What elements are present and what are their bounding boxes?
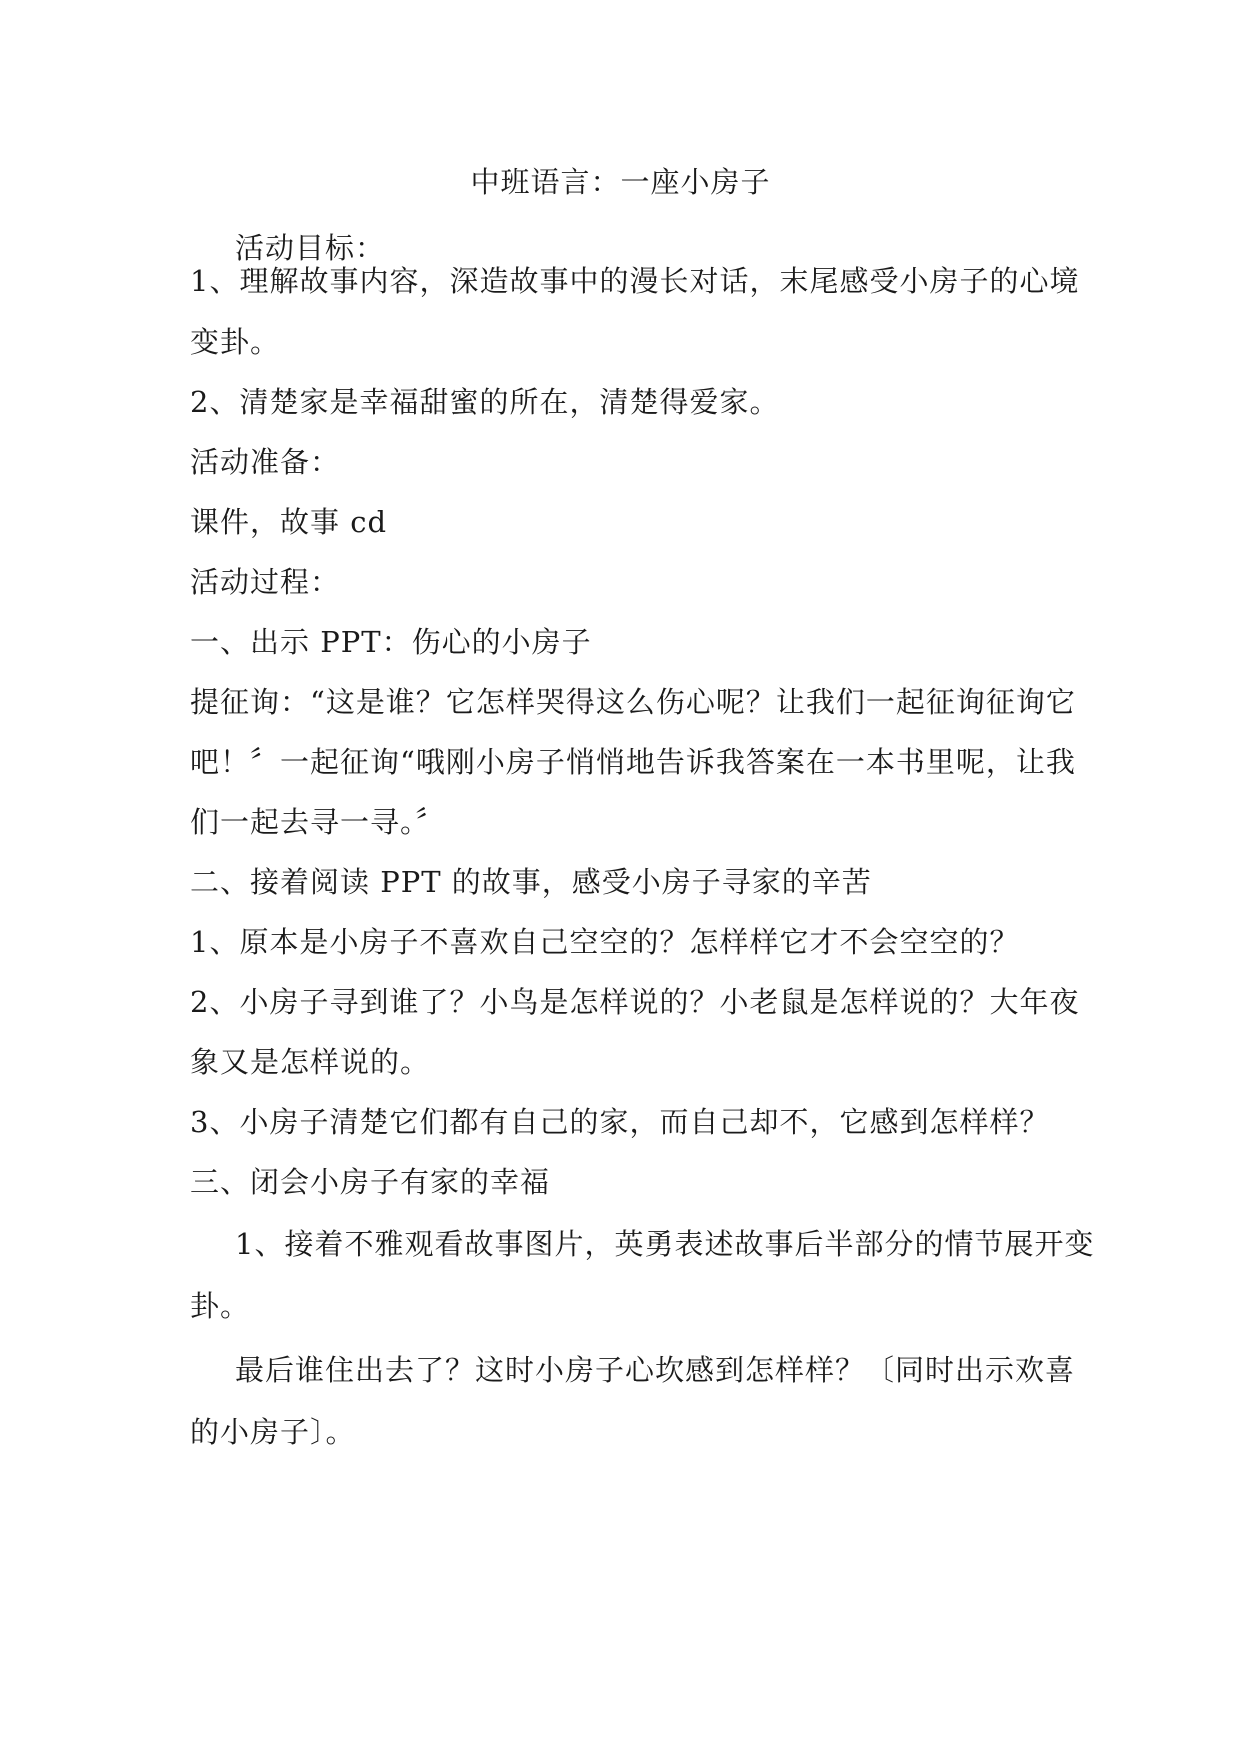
paragraph-line: 吧！〞一起征询“哦刚小房子悄悄地告诉我答案在一本书里呢，让我 bbox=[190, 745, 1076, 779]
paragraph-line: 2、小房子寻到谁了？小鸟是怎样说的？小老鼠是怎样说的？大年夜 bbox=[190, 985, 1080, 1019]
paragraph-line: 3、小房子清楚它们都有自己的家，而自己却不，它感到怎样样？ bbox=[190, 1105, 1050, 1139]
paragraph-line: 象又是怎样说的。 bbox=[190, 1045, 431, 1079]
paragraph-line: 课件，故事 cd bbox=[190, 505, 388, 539]
paragraph-line: 的小房子〕。 bbox=[190, 1415, 356, 1449]
section-heading-goals: 活动目标： bbox=[235, 231, 386, 265]
paragraph-line: 1、理解故事内容，深造故事中的漫长对话，末尾感受小房子的心境 bbox=[190, 264, 1080, 298]
paragraph-line: 们一起去寻一寻。〞 bbox=[190, 805, 446, 839]
paragraph-line: 变卦。 bbox=[190, 325, 281, 359]
section-heading-preparation: 活动准备： bbox=[190, 445, 341, 479]
paragraph-line: 三、闭会小房子有家的幸福 bbox=[190, 1165, 551, 1199]
paragraph-line: 1、接着不雅观看故事图片，英勇表述故事后半部分的情节展开变 bbox=[235, 1227, 1095, 1261]
section-heading-process: 活动过程： bbox=[190, 565, 341, 599]
paragraph-line: 2、清楚家是幸福甜蜜的所在，清楚得爱家。 bbox=[190, 385, 780, 419]
paragraph-line: 一、出示 PPT：伤心的小房子 bbox=[190, 625, 592, 659]
paragraph-line: 二、接着阅读 PPT 的故事，感受小房子寻家的辛苦 bbox=[190, 865, 872, 899]
paragraph-line: 卦。 bbox=[190, 1289, 251, 1323]
paragraph-line: 1、原本是小房子不喜欢自己空空的？怎样样它才不会空空的？ bbox=[190, 925, 1020, 959]
document-title: 中班语言：一座小房子 bbox=[470, 165, 771, 199]
paragraph-line: 提征询：“这是谁？它怎样哭得这么伤心呢？让我们一起征询征询它 bbox=[190, 685, 1076, 719]
paragraph-line: 最后谁住出去了？这时小房子心坎感到怎样样？〔同时出示欢喜 bbox=[235, 1353, 1076, 1387]
